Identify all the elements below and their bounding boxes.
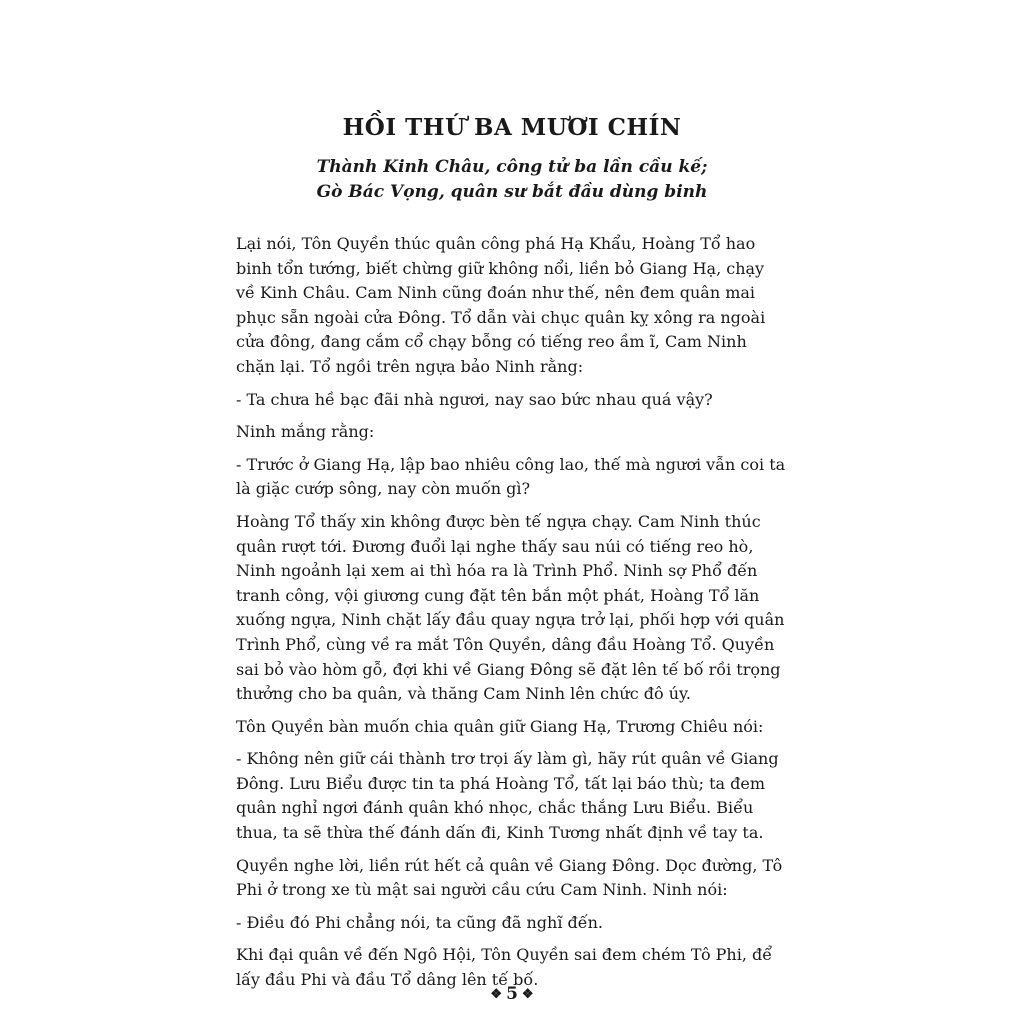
body-text (236, 232, 786, 1001)
paragraph: Ninh mắng rằng: (236, 422, 375, 442)
chapter-subtitle-line-2: Gò Bác Vọng, quân sư bắt đầu dùng binh (316, 182, 708, 202)
paragraph: Hoàng Tổ thấy xin không được bèn tế ngựa chạy. Cam Ninh thúc quân rượt tới. Đương đuổi lại nghe thấy sau núi có tiếng reo hò, Ninh ngoảnh lại xem ai thì hóa ra là Trình Phổ. Ninh sợ Phổ đến tranh công, vội giương cung đặt tên bắn một phát, Hoàng Tổ lăn xuống ngựa, Ninh chặt lấy đầu quay ngựa trở lại, phối hợp với quân Trình Phổ, cùng về ra mắt Tôn Quyền, dâng đầu Hoàng Tổ. Quyền sai bỏ vào hòm gỗ, đợi khi về Giang Đông sẽ đặt lên tế bố rồi trọng thưởng cho ba quân, và thăng Cam Ninh lên chức đô úy. (236, 511, 785, 704)
page-footer (0, 984, 1024, 1004)
paragraph: - Ta chưa hề bạc đãi nhà ngươi, nay sao bức nhau quá vậy? (236, 389, 713, 409)
paragraph: - Không nên giữ cái thành trơ trọi ấy làm gì, hãy rút quân về Giang Đông. Lưu Biểu được tin ta phá Hoàng Tổ, tất lại báo thù; ta đem quân nghỉ ngơi đánh quân khó nhọc, chắc thắng Lưu Biểu. Biểu thua, ta sẽ thừa thế đánh dấn đi, Kinh Tương nhất định về tay ta. (236, 749, 779, 843)
paragraph: Quyền nghe lời, liền rút hết cả quân về Giang Đông. Dọc đường, Tô Phi ở trong xe tù mật sai người cầu cứu Cam Ninh. Ninh nói: (236, 855, 783, 900)
paragraph: - Điều đó Phi chẳng nói, ta cũng đã nghĩ đến. (236, 912, 604, 932)
chapter-title: HỒI THỨ BA MƯƠI CHÍN (342, 114, 682, 141)
page-number: 5 (506, 984, 518, 1004)
paragraph: Tôn Quyền bàn muốn chia quân giữ Giang Hạ, Trương Chiêu nói: (236, 716, 764, 736)
ornament-left-icon: ❖ (490, 987, 503, 1002)
paragraph: Lại nói, Tôn Quyền thúc quân công phá Hạ Khẩu, Hoàng Tổ hao binh tổn tướng, biết chừng giữ không nổi, liền bỏ Giang Hạ, chạy về Kinh Châu. Cam Ninh cũng đoán như thế, nên đem quân mai phục sẵn ngoài cửa Đông. Tổ dẫn vài chục quân kỵ xông ra ngoài cửa đông, đang cắm cổ chạy bỗng có tiếng reo ầm ĩ, Cam Ninh chặn lại. Tổ ngồi trên ngựa bảo Ninh rằng: (236, 234, 766, 376)
paragraph: - Trước ở Giang Hạ, lập bao nhiêu công lao, thế mà ngươi vẫn coi ta là giặc cướp sông, nay còn muốn gì? (236, 454, 786, 499)
chapter-subtitle-line-1: Thành Kinh Châu, công tử ba lần cầu kế; (316, 157, 708, 177)
paragraph: Khi đại quân về đến Ngô Hội, Tôn Quyền sai đem chém Tô Phi, để lấy đầu Phi và đầu Tổ dâng lên tế bố. (236, 945, 773, 990)
ornament-right-icon: ❖ (521, 987, 534, 1002)
